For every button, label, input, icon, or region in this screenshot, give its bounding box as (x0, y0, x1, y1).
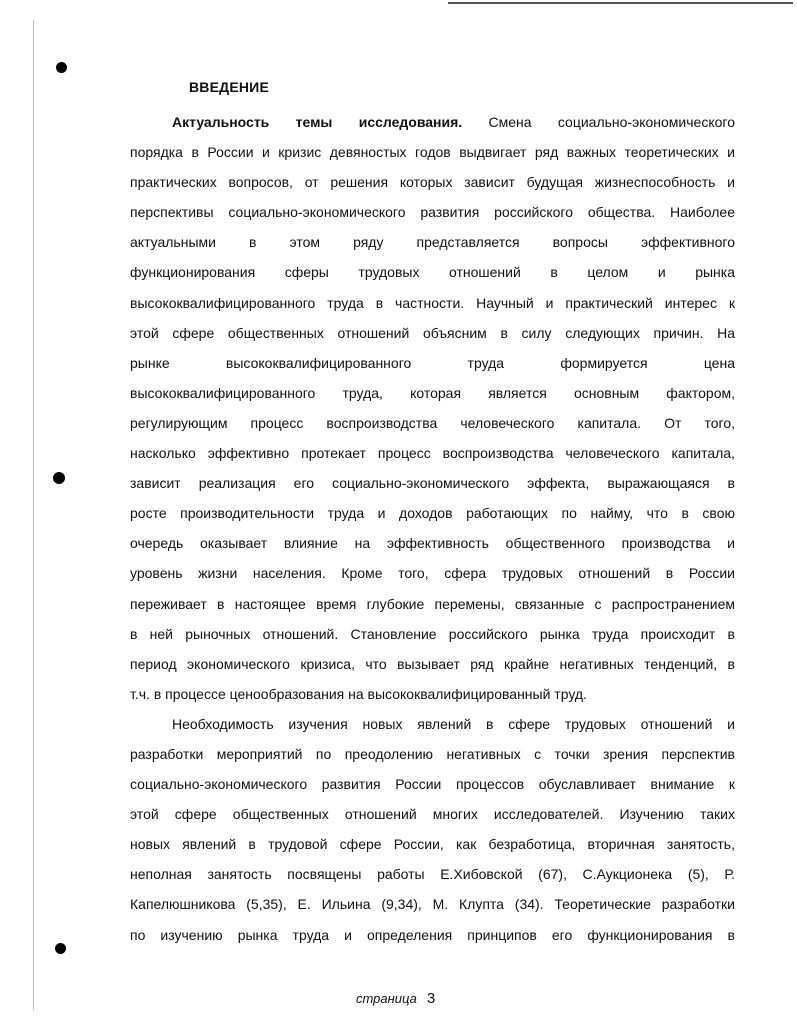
text-line: период экономического кризиса, что вызывает ряд крайне негативных тенденций, в (130, 655, 735, 672)
text-line: Капелюшникова (5,35), Е. Ильина (9,34), М. Клупта (34). Теоретические разработки (130, 896, 735, 913)
text-line: неполная занятость посвящены работы Е.Хибовской (67), С.Аукционека (5), Р. (130, 866, 735, 883)
text-line: Необходимость изучения новых явлений в сфере трудовых отношений и (172, 715, 735, 732)
punch-hole-mark (53, 472, 65, 484)
text-line: этой сфере общественных отношений многих исследователей. Изучению таких (130, 806, 735, 823)
text-line: очередь оказывает влияние на эффективность общественного производства и (130, 535, 735, 552)
text-line: рынке высококвалифицированного труда формируется цена (130, 354, 735, 371)
section-heading: ВВЕДЕНИЕ (189, 79, 269, 95)
text-line: в ней рыночных отношений. Становление российского рынка труда происходит в (130, 625, 735, 642)
text-line: насколько эффективно протекает процесс воспроизводства человеческого капитала, (130, 445, 735, 462)
text-line: высококвалифицированного труда, которая является основным фактором, (130, 384, 735, 401)
text-line: зависит реализация его социально-экономического эффекта, выражающаяся в (130, 475, 735, 492)
page-number: 3 (426, 990, 436, 1007)
text-line: Актуальность темы исследования. Смена социально-экономического (172, 114, 735, 130)
text-line: росте производительности труда и доходов работающих по найму, что в свою (130, 505, 735, 522)
text-line: переживает в настоящее время глубокие перемены, связанные с распространением (130, 595, 735, 612)
scan-left-edge-line (33, 20, 34, 1010)
text-line: т.ч. в процессе ценообразования на высококвалифицированный труд. (130, 685, 587, 702)
lead-phrase: Актуальность темы исследования. (172, 114, 463, 130)
text-line: регулирующим процесс воспроизводства человеческого капитала. От того, (130, 414, 735, 431)
text-line: социально-экономического развития России процессов обуславливает внимание к (130, 776, 735, 793)
text-line: функционирования сферы трудовых отношений в целом и рынка (130, 264, 735, 281)
text-line: по изучению рынка труда и определения принципов его функционирования в (130, 926, 735, 943)
text-line: высококвалифицированного труда в частности. Научный и практический интерес к (130, 294, 735, 311)
page-label: страница (356, 991, 417, 1006)
punch-hole-mark (55, 943, 66, 954)
text-line: практических вопросов, от решения которых зависит будущая жизнеспособность и (130, 174, 735, 191)
body-text (130, 107, 735, 950)
text-line: этой сфере общественных отношений объясним в силу следующих причин. На (130, 324, 735, 341)
text-line: перспективы социально-экономического развития российского общества. Наиболее (130, 204, 735, 221)
text-line: порядка в России и кризис девяностых годов выдвигает ряд важных теоретических и (130, 144, 735, 161)
text-line: уровень жизни населения. Кроме того, сфера трудовых отношений в России (130, 565, 735, 582)
page-footer (356, 990, 435, 1007)
text-line: актуальными в этом ряду представляется вопросы эффективного (130, 234, 735, 251)
punch-hole-mark (56, 62, 67, 73)
text-line: новых явлений в трудовой сфере России, как безработица, вторичная занятость, (130, 836, 735, 853)
text-line: разработки мероприятий по преодолению негативных с точки зрения перспектив (130, 745, 735, 762)
scan-top-edge-line (448, 2, 793, 4)
